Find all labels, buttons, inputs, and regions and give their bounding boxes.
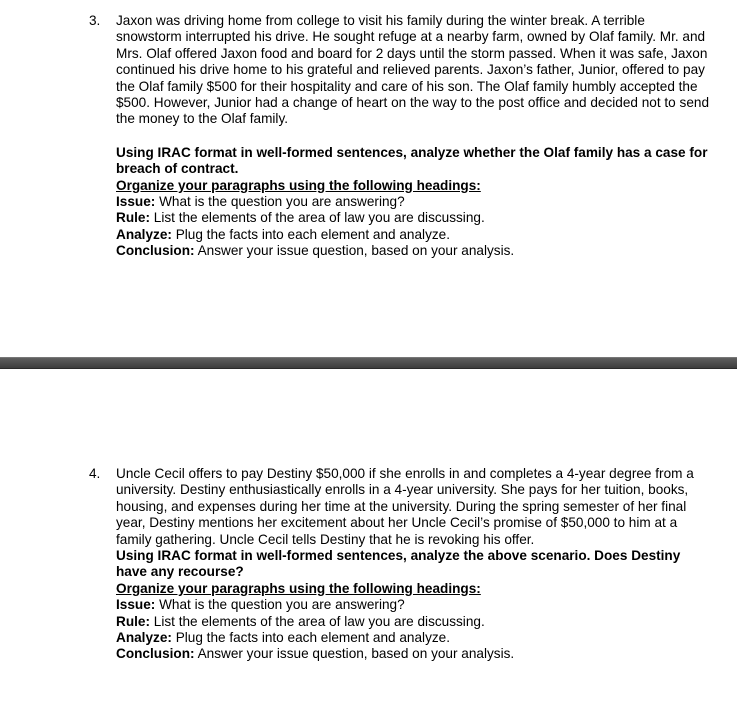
question-3-issue-text: What is the question you are answering? <box>159 194 405 210</box>
question-3-conclusion-line <box>116 243 709 259</box>
question-4-analyze-line <box>116 630 709 646</box>
question-3-organize-heading: Organize your paragraphs using the following headings: <box>116 177 481 193</box>
question-3-rule-text: List the elements of the area of law you are discussing. <box>153 210 485 226</box>
question-3-analyze-label: Analyze: <box>116 226 172 242</box>
question-4-rule-text: List the elements of the area of law you are discussing. <box>153 613 485 629</box>
question-3-issue-label: Issue: <box>116 194 156 210</box>
question-4-analyze-label: Analyze: <box>116 630 172 646</box>
question-4-conclusion-line <box>116 646 709 662</box>
question-3 <box>89 13 709 260</box>
question-4-body <box>116 466 709 663</box>
question-4-scenario: Uncle Cecil offers to pay Destiny $50,000 if she enrolls in and completes a 4-year degree from a university. Destiny enthusiastically enrolls in a 4-year university. She pays for her tuition, books, housing, and expenses during her time at the university. During the spring semester of her final year, Destiny mentions her excitement about her Uncle Cecil’s promise of $50,000 to him at a family gathering. Uncle Cecil tells Destiny that he is revoking his offer. <box>116 466 694 547</box>
question-4-rule-label: Rule: <box>116 613 150 629</box>
question-3-conclusion-label: Conclusion: <box>116 243 195 259</box>
question-3-conclusion-text: Answer your issue question, based on your analysis. <box>197 243 515 259</box>
question-4 <box>89 466 709 663</box>
question-3-rule-line <box>116 210 709 226</box>
question-4-conclusion-label: Conclusion: <box>116 646 195 662</box>
page-divider <box>0 357 737 369</box>
question-3-spacer <box>116 128 709 145</box>
question-4-issue-text: What is the question you are answering? <box>159 597 405 613</box>
question-4-rule-line <box>116 614 709 630</box>
question-4-conclusion-text: Answer your issue question, based on your analysis. <box>197 646 515 662</box>
question-4-prompt: Using IRAC format in well-formed sentences, analyze the above scenario. Does Destiny have any recourse? <box>116 548 681 580</box>
question-3-scenario: Jaxon was driving home from college to visit his family during the winter break. A terrible snowstorm interrupted his drive. He sought refuge at a nearby farm, owned by Olaf family. Mr. and Mrs. Olaf offered Jaxon food and board for 2 days until the storm passed. When it was safe, Jaxon continued his drive home to his grateful and relieved parents. Jaxon’s father, Junior, offered to pay the Olaf family $500 for their hospitality and care of his son. The Olaf family humbly accepted the $500. However, Junior had a change of heart on the way to the post office and decided not to send the money to the Olaf family. <box>116 13 710 127</box>
question-4-number: 4. <box>89 466 101 481</box>
question-3-issue-line <box>116 194 709 210</box>
question-4-issue-line <box>116 597 709 613</box>
question-3-number: 3. <box>89 13 101 28</box>
question-4-organize-heading: Organize your paragraphs using the following headings: <box>116 580 481 596</box>
question-4-issue-label: Issue: <box>116 597 156 613</box>
question-4-analyze-text: Plug the facts into each element and analyze. <box>175 630 451 646</box>
question-3-body <box>116 13 709 260</box>
question-3-rule-label: Rule: <box>116 210 150 226</box>
question-3-analyze-text: Plug the facts into each element and analyze. <box>175 226 451 242</box>
question-3-analyze-line <box>116 227 709 243</box>
question-3-prompt: Using IRAC format in well-formed sentences, analyze whether the Olaf family has a case for breach of contract. <box>116 144 708 177</box>
